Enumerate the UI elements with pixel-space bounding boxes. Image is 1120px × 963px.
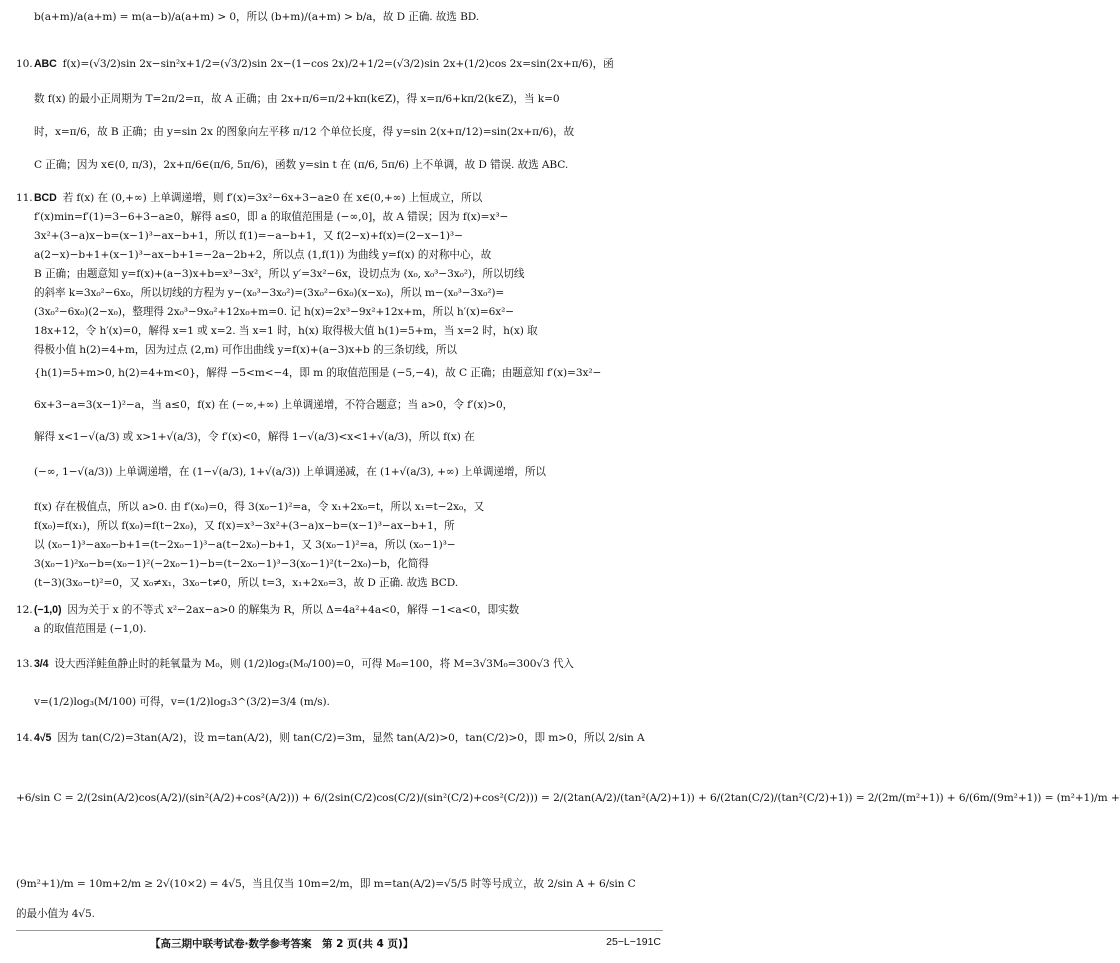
answer-key: 4√5: [34, 732, 52, 744]
text-line: [34, 229, 663, 243]
question-number: 12.: [16, 604, 33, 616]
solution-text: +6/sin C = 2/(2sin(A/2)cos(A/2)/(sin²(A/2)+cos²(A/2))) + 6/(2sin(C/2)cos(C/2)/(sin²(C/2)+cos²(C/2))) = 2/(2tan(A/2)/(tan²(A/2)+1)) + 6/(2tan(C/2)/(tan²(C/2)+1)) = 2/(2m/(m²+1)) + 6/(6m/(9m²+1)) = (m²+1)/m +: [16, 792, 1120, 804]
text-line: [34, 430, 663, 444]
question-number: 13.: [16, 658, 33, 670]
solution-text: (t−3)(3x₀−t)²=0，又 x₀≠x₁，3x₀−t≠0，所以 t=3，x₁+2x₀=3，故 D 正确. 故选 BCD.: [34, 577, 458, 589]
text-line: [34, 267, 663, 281]
text-line: [34, 538, 663, 552]
solution-text: 得极小值 h(2)=4+m，因为过点 (2,m) 可作出曲线 y=f(x)+(a−3)x+b 的三条切线，所以: [34, 344, 457, 356]
answer-key: (−1,0): [34, 604, 62, 616]
solution-text: 因为 tan(C/2)=3tan(A/2)，设 m=tan(A/2)，则 tan(C/2)=3m，显然 tan(A/2)>0，tan(C/2)>0，即 m>0，所以 2/sin A: [57, 732, 645, 744]
solution-text: 的斜率 k=3x₀²−6x₀，所以切线的方程为 y−(x₀³−3x₀²)=(3x₀²−6x₀)(x−x₀)，所以 m−(x₀³−3x₀²)=: [34, 287, 505, 299]
text-line: [16, 57, 663, 71]
solution-text: 以 (x₀−1)³−ax₀−b+1=(t−2x₀−1)³−a(t−2x₀)−b+1，又 3(x₀−1)²=a，所以 (x₀−1)³−: [34, 539, 456, 551]
solution-text: 因为关于 x 的不等式 x²−2ax−a>0 的解集为 R，所以 Δ=4a²+4a<0，解得 −1<a<0，即实数: [67, 604, 519, 616]
solution-text: a(2−x)−b+1+(x−1)³−ax−b+1=−2a−2b+2，所以点 (1,f(1)) 为曲线 y=f(x) 的对称中心，故: [34, 249, 492, 261]
solution-text: 的最小值为 4√5.: [16, 908, 95, 920]
solution-text: 解得 x<1−√(a/3) 或 x>1+√(a/3)，令 f′(x)<0，解得 1−√(a/3)<x<1+√(a/3)，所以 f(x) 在: [34, 431, 475, 443]
text-line: [34, 286, 663, 300]
solution-text: 若 f(x) 在 (0,+∞) 上单调递增，则 f′(x)=3x²−6x+3−a≥0 在 x∈(0,+∞) 上恒成立，所以: [62, 192, 483, 204]
text-line: [34, 158, 663, 172]
solution-text: 3(x₀−1)²x₀−b=(x₀−1)²(−2x₀−1)−b=(t−2x₀−1)³−3(x₀−1)²(t−2x₀)−b，化简得: [34, 558, 429, 570]
text-line: [34, 324, 663, 338]
text-line: [34, 305, 663, 319]
solution-text: 数 f(x) 的最小正周期为 T=2π/2=π，故 A 正确；由 2x+π/6=π/2+kπ(k∈Z)，得 x=π/6+kπ/2(k∈Z)，当 k=0: [34, 93, 560, 105]
text-line: [16, 731, 663, 745]
page-footer: [0, 936, 677, 954]
text-line: [34, 210, 663, 224]
solution-text: 6x+3−a=3(x−1)²−a，当 a≤0，f(x) 在 (−∞,+∞) 上单调递增，不符合题意；当 a>0，令 f′(x)>0，: [34, 399, 514, 411]
solution-text: (9m²+1)/m = 10m+2/m ≥ 2√(10×2) = 4√5，当且仅当 10m=2/m，即 m=tan(A/2)=√5/5 时等号成立，故 2/sin A + 6/sin C: [16, 878, 636, 890]
text-line: [34, 10, 663, 24]
text-line: [34, 248, 663, 262]
solution-text: f′(x)min=f′(1)=3−6+3−a≥0，解得 a≤0，即 a 的取值范围是 (−∞,0]，故 A 错误；因为 f(x)=x³−: [34, 211, 509, 223]
solution-text: f(x₀)=f(x₁)，所以 f(x₀)=f(t−2x₀)，又 f(x)=x³−3x²+(3−a)x−b=(x−1)³−ax−b+1，所: [34, 520, 455, 532]
question-number: 14.: [16, 732, 33, 744]
solution-text: 设大西洋鲑鱼静止时的耗氧量为 M₀，则 (1/2)log₃(M₀/100)=0，可得 M₀=100，将 M=3√3M₀=300√3 代入: [54, 658, 574, 670]
footer-divider: [16, 930, 663, 931]
solution-text: 时，x=π/6，故 B 正确；由 y=sin 2x 的图象向左平移 π/12 个单位长度，得 y=sin 2(x+π/12)=sin(2x+π/6)，故: [34, 126, 575, 138]
solution-text: C 正确；因为 x∈(0, π/3)，2x+π/6∈(π/6, 5π/6)，函数 y=sin t 在 (π/6, 5π/6) 上不单调，故 D 错误. 故选 ABC.: [34, 159, 569, 171]
text-line: [34, 576, 663, 590]
text-line: [34, 622, 663, 636]
text-line: [34, 125, 663, 139]
solution-text: a 的取值范围是 (−1,0).: [34, 623, 147, 635]
text-line: [16, 877, 663, 891]
footer-title: 【高三期中联考试卷·数学参考答案 第 2 页(共 4 页)】: [150, 938, 414, 950]
solution-text: (3x₀²−6x₀)(2−x₀)，整理得 2x₀³−9x₀²+12x₀+m=0. 记 h(x)=2x³−9x²+12x+m，所以 h′(x)=6x²−: [34, 306, 515, 318]
text-line: [16, 657, 663, 671]
solution-text: f(x)=(√3/2)sin 2x−sin²x+1/2=(√3/2)sin 2x−(1−cos 2x)/2+1/2=(√3/2)sin 2x+(1/2)cos 2x=sin(2x+π/6)，函: [62, 58, 614, 70]
answer-key: 3/4: [34, 658, 49, 670]
solution-text: {h(1)=5+m>0, h(2)=4+m<0}，解得 −5<m<−4，即 m 的取值范围是 (−5,−4)，故 C 正确；由题意知 f′(x)=3x²−: [34, 367, 602, 379]
text-line: [34, 695, 663, 709]
text-line: [16, 191, 663, 205]
text-line: [34, 465, 663, 479]
solution-text: 3x²+(3−a)x−b=(x−1)³−ax−b+1，所以 f(1)=−a−b+1，又 f(2−x)+f(x)=(2−x−1)³−: [34, 230, 463, 242]
question-number: 11.: [16, 192, 33, 204]
solution-text: b(a+m)/a(a+m) = m(a−b)/a(a+m) > 0，所以 (b+m)/(a+m) > b/a，故 D 正确. 故选 BD.: [34, 11, 480, 23]
solution-text: (−∞, 1−√(a/3)) 上单调递增，在 (1−√(a/3), 1+√(a/3)) 上单调递减，在 (1+√(a/3), +∞) 上单调递增，所以: [34, 466, 546, 478]
answer-key: BCD: [34, 192, 57, 204]
text-line: [34, 366, 663, 380]
solution-text: v=(1/2)log₃(M/100) 可得，v=(1/2)log₃3^(3/2)=3/4 (m/s).: [34, 696, 330, 708]
text-line: [16, 603, 663, 617]
text-line: [34, 92, 663, 106]
question-number: 10.: [16, 58, 33, 70]
solution-text: 18x+12，令 h′(x)=0，解得 x=1 或 x=2. 当 x=1 时，h(x) 取得极大值 h(1)=5+m，当 x=2 时，h(x) 取: [34, 325, 538, 337]
text-line: [34, 398, 663, 412]
footer-code: 25−L−191C: [606, 936, 661, 948]
text-line: [34, 519, 663, 533]
solution-text: f(x) 存在极值点，所以 a>0. 由 f′(x₀)=0，得 3(x₀−1)²=a，令 x₁+2x₀=t，所以 x₁=t−2x₀，又: [34, 501, 485, 513]
text-line: [34, 500, 663, 514]
text-line: [34, 557, 663, 571]
solution-text: B 正确；由题意知 y=f(x)+(a−3)x+b=x³−3x²，所以 y′=3x²−6x，设切点为 (x₀, x₀³−3x₀²)，所以切线: [34, 268, 525, 280]
text-line: [16, 907, 663, 921]
answer-key: ABC: [34, 58, 57, 70]
text-line: [34, 343, 663, 357]
text-line: [16, 791, 1120, 805]
